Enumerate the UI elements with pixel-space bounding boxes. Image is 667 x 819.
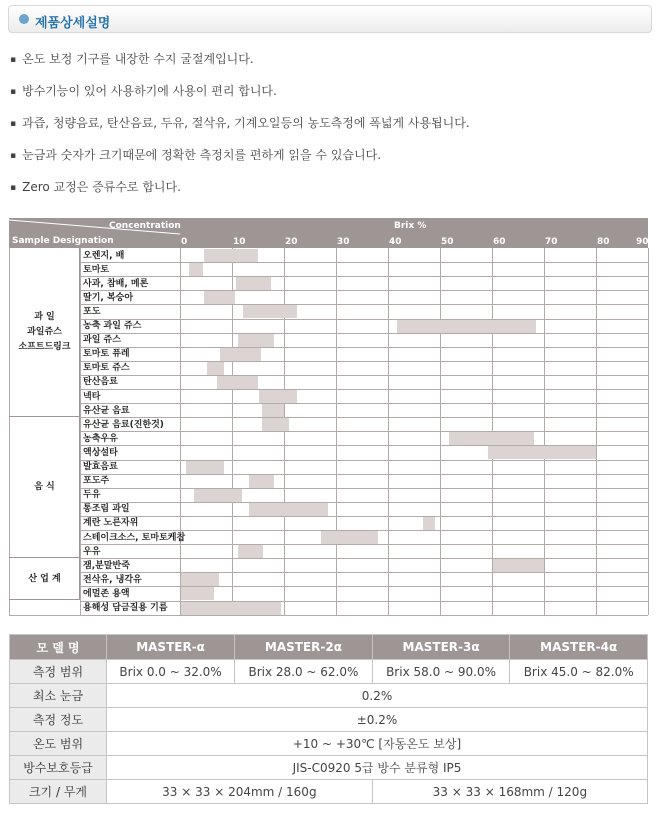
range-bar xyxy=(488,446,596,459)
division-label: 최소 눈금 xyxy=(10,684,107,708)
sample-label: 농축 과일 쥬스 xyxy=(83,321,142,331)
x-tick-label: 60 xyxy=(493,237,506,247)
section-title-bar xyxy=(8,5,652,33)
feature-item: ▪ Zero 교정은 증류수로 합니다. xyxy=(10,178,650,210)
spec-table xyxy=(9,634,648,804)
accuracy-label: 측정 정도 xyxy=(10,708,107,732)
x-tick-label: 10 xyxy=(233,237,246,247)
sample-label: 발효음료 xyxy=(83,462,118,472)
grid-line-horizontal xyxy=(80,290,648,291)
range-bar xyxy=(217,376,258,389)
range-value: Brix 58.0 ~ 90.0% xyxy=(372,660,510,684)
table-row xyxy=(10,780,648,804)
table-row xyxy=(10,732,648,756)
range-bar xyxy=(238,545,263,558)
range-bar xyxy=(186,461,224,474)
x-tick-label: 20 xyxy=(285,237,298,247)
sample-label: 계란 노른자위 xyxy=(83,518,139,529)
range-value: Brix 45.0 ~ 82.0% xyxy=(510,660,648,684)
group-label: 과 일 과일쥬스 소프트드링크 xyxy=(18,312,71,353)
sample-label: 우유 xyxy=(83,546,101,557)
sample-label: 통조림 과일 xyxy=(83,504,130,515)
grid-line-horizontal xyxy=(80,417,648,418)
x-tick-label: 40 xyxy=(389,237,402,247)
range-bar xyxy=(181,587,214,600)
range-bar xyxy=(181,573,219,586)
model-name: MASTER-4α xyxy=(510,635,648,660)
size-label: 크기 / 무게 xyxy=(10,780,107,804)
feature-list xyxy=(10,50,650,210)
table-row xyxy=(10,635,648,660)
sample-label: 농축우유 xyxy=(83,433,118,444)
grid-line-horizontal xyxy=(80,375,648,376)
sample-label: 스테이크소스, 토마토케찹 xyxy=(83,532,186,543)
temp-label: 온도 범위 xyxy=(10,732,107,756)
grid-line-horizontal xyxy=(80,347,648,348)
temp-value: +10 ~ +30℃ [자동온도 보상] xyxy=(107,732,648,756)
feature-item: ▪ 온도 보정 기구를 내장한 수지 굴절계입니다. xyxy=(10,50,650,82)
sample-label: 토마토 퓨레 xyxy=(83,349,130,360)
grid-line-horizontal xyxy=(80,572,648,573)
sample-header: Sample Designation xyxy=(12,236,114,246)
model-name: MASTER-3α xyxy=(372,635,510,660)
accuracy-value: ±0.2% xyxy=(107,708,648,732)
x-tick-label: 90 xyxy=(636,237,649,247)
range-value: Brix 28.0 ~ 62.0% xyxy=(235,660,373,684)
range-bar xyxy=(204,249,258,262)
range-bar xyxy=(262,404,284,417)
grid-line-horizontal xyxy=(80,558,648,559)
range-bar xyxy=(207,362,224,375)
grid-line-horizontal xyxy=(80,389,648,390)
waterproof-label: 방수보호등급 xyxy=(10,756,107,780)
table-row xyxy=(10,708,648,732)
table-row xyxy=(10,660,648,684)
x-tick-label: 50 xyxy=(441,237,454,247)
sample-label: 포도주 xyxy=(83,476,110,487)
group-label: 음 식 xyxy=(34,482,55,493)
sample-label: 과일 쥬스 xyxy=(83,335,121,346)
sample-label: 유산균 음료 xyxy=(83,405,130,416)
range-bar xyxy=(321,531,377,544)
sample-label: 액상설타 xyxy=(83,447,118,458)
chart-header xyxy=(9,218,648,248)
group-label: 산 업 계 xyxy=(28,573,61,584)
page-title: 제품상세설명 xyxy=(35,16,111,31)
range-bar xyxy=(259,390,297,403)
range-bar xyxy=(243,305,297,318)
range-bar xyxy=(493,559,544,572)
concentration-header: Concentration xyxy=(109,221,181,231)
grid-line-horizontal xyxy=(80,502,648,503)
sample-label: 두유 xyxy=(83,490,101,501)
sample-label: 탄산음료 xyxy=(83,377,118,388)
range-bar xyxy=(189,263,204,276)
range-bar xyxy=(397,320,536,333)
feature-item: ▪ 방수기능이 있어 사용하기에 사용이 편리 합니다. xyxy=(10,82,650,114)
sample-label: 전삭유, 냉각유 xyxy=(83,574,142,585)
brix-range-chart xyxy=(9,218,648,616)
range-bar xyxy=(262,418,290,431)
range-bar xyxy=(194,489,242,502)
model-name: MASTER-α xyxy=(107,635,235,660)
table-row xyxy=(10,756,648,780)
sample-label: 오렌지, 배 xyxy=(83,250,125,261)
range-bar xyxy=(220,348,261,361)
model-name: MASTER-2α xyxy=(235,635,373,660)
feature-item: ▪ 과즙, 청량음료, 탄산음료, 두유, 절삭유, 기계오일등의 농도측정에 폭넓게 사용됩니다. xyxy=(10,114,650,146)
sample-label: 에멀존 용액 xyxy=(83,588,130,599)
sample-label: 넥타 xyxy=(83,391,101,402)
range-bar xyxy=(423,517,435,530)
grid-line-horizontal xyxy=(80,431,648,432)
grid-line-horizontal xyxy=(80,488,648,489)
model-label: 모 델 명 xyxy=(10,635,107,660)
x-tick-label: 80 xyxy=(597,237,610,247)
division-value: 0.2% xyxy=(107,684,648,708)
x-tick-label: 0 xyxy=(181,237,188,247)
feature-item: ▪ 눈금과 숫자가 크기때문에 정확한 측정치를 편하게 읽을 수 있습니다. xyxy=(10,146,650,178)
range-bar xyxy=(249,475,274,488)
size-value: 33 × 33 × 204mm / 160g xyxy=(107,780,373,804)
grid-line-horizontal xyxy=(80,304,648,305)
grid-line-horizontal xyxy=(80,516,648,517)
table-row xyxy=(10,684,648,708)
sample-label: 용해성 담금질용 기름 xyxy=(83,603,168,613)
sample-label: 딸기, 복숭아 xyxy=(83,292,134,303)
x-tick-label: 70 xyxy=(545,237,558,247)
range-label: 측정 범위 xyxy=(10,660,107,684)
range-bar xyxy=(181,602,281,615)
grid-line-horizontal xyxy=(80,361,648,362)
grid-line-horizontal xyxy=(80,333,648,334)
waterproof-value: JIS-C0920 5급 방수 분류형 IP5 xyxy=(107,756,648,780)
range-bar xyxy=(449,432,534,445)
grid-line-horizontal xyxy=(80,262,648,263)
sample-label: 토마토 xyxy=(83,264,110,275)
grid-line-vertical xyxy=(648,248,649,615)
x-axis-label: Brix % xyxy=(394,221,427,231)
grid-line-horizontal xyxy=(80,460,648,461)
range-bar xyxy=(204,291,234,304)
x-tick-label: 30 xyxy=(337,237,350,247)
size-value: 33 × 33 × 168mm / 120g xyxy=(372,780,647,804)
bullet-icon xyxy=(19,14,29,24)
sample-label: 유산균 음료(진한것) xyxy=(83,419,164,430)
range-bar xyxy=(238,334,273,347)
range-value: Brix 0.0 ~ 32.0% xyxy=(107,660,235,684)
grid-line-horizontal xyxy=(80,319,648,320)
grid-line-horizontal xyxy=(9,615,648,616)
range-bar xyxy=(236,277,271,290)
grid-line-horizontal xyxy=(80,403,648,404)
sample-label: 토마토 쥬스 xyxy=(83,363,130,374)
grid-line-horizontal xyxy=(80,276,648,277)
sample-label: 사과, 참배, 메론 xyxy=(83,278,149,289)
range-bar xyxy=(249,503,329,516)
sample-label: 포도 xyxy=(83,306,101,317)
sample-label: 잼,분말반죽 xyxy=(83,560,130,571)
grid-line-horizontal xyxy=(80,586,648,587)
grid-line-horizontal xyxy=(80,474,648,475)
